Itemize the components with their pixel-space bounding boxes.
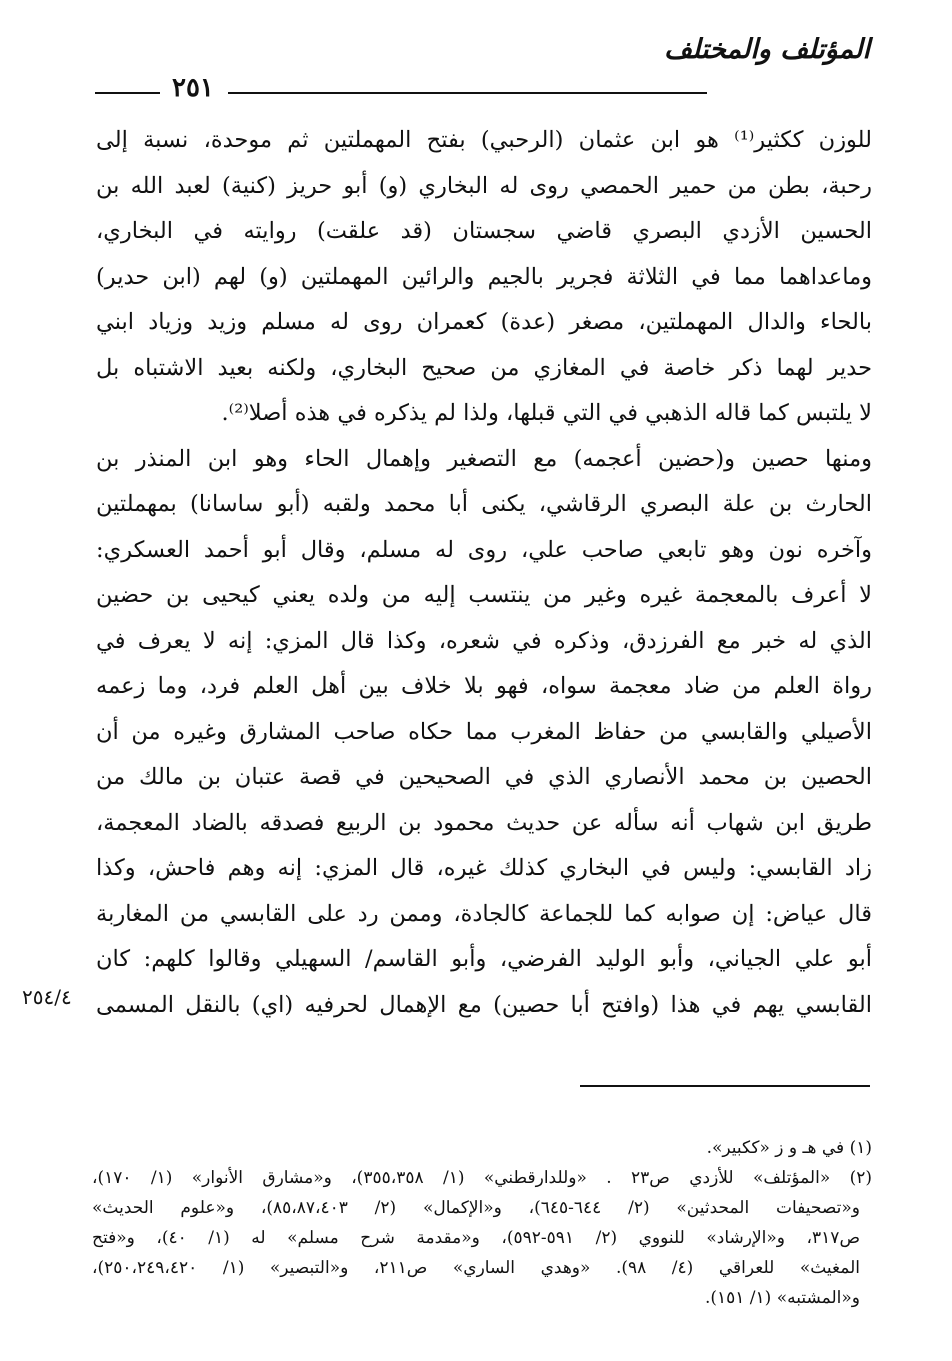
footnote-line: ص٣١٧، و«الإرشاد» للنووي (٢/ ٥٩١-٥٩٢)، و«مقدمة شرح مسلم» له (١/ ٤٠)، و«فتح xyxy=(92,1228,860,1248)
text-line: ومنها حصين و(حضين أعجمه) مع التصغير وإهمال الحاء وهو ابن المنذر بن xyxy=(96,445,872,472)
text-line: زاد القابسي: وليس في البخاري كذلك غيره، قال المزي: إنه وهم فاحش، وكذا xyxy=(96,855,872,881)
text-line: الذي له خبر مع الفرزدق، وذكره في شعره، وكذا قال المزي: إنه لا يعرف في xyxy=(96,627,872,654)
text-line: الأصيلي والقابسي من حفاظ المغرب مما حكاه صاحب المشارق وغيره من أن xyxy=(96,718,872,745)
footnote-line: (٢) «المؤتلف» للأزدي ص٢٣ . «وللدارقطني» (١/ ٣٥٥،٣٥٨)، و«مشارق الأنوار» (١/ ١٧٠)، xyxy=(92,1168,872,1188)
text-line: لا يلتبس كما قاله الذهبي في التي قبلها، ولذا لم يذكره في هذه أصلا⁽²⁾. xyxy=(221,400,872,426)
running-title: المؤتلف والمختلف xyxy=(664,34,870,65)
margin-page-reference: ٢٥٤/٤ xyxy=(22,985,72,1009)
text-line: طريق ابن شهاب أنه سأله عن حديث محمود بن الربيع فصدقه بالضاد المعجمة، xyxy=(96,809,872,836)
footnote-line: و«المشتبه» (١/ ١٥١). xyxy=(704,1288,860,1308)
text-line: القابسي يهم في هذا (وافتح أبا حصين) مع الإهمال لحرفيه (اي) بالنقل المسمى xyxy=(96,991,872,1018)
text-line: الحسين الأزدي البصري قاضي سجستان (قد علقت) روايته في البخاري، xyxy=(96,218,872,244)
footnote-line: (١) في هـ و ز «ككبير». xyxy=(706,1138,872,1158)
text-line: رواة العلم من ضاد معجمة سواه، فهو بلا خلاف بين أهل العلم فرد، وما زعمه xyxy=(96,673,872,699)
header-rule-right xyxy=(228,92,707,94)
text-line: الحارث بن علة البصري الرقاشي، يكنى أبا محمد ولقبه (أبو ساسانا) بمهملتين xyxy=(96,491,872,517)
text-line: حدير لهما ذكر خاصة في المغازي من صحيح البخاري، ولكنه بعيد الاشتباه بل xyxy=(96,354,872,381)
text-line: للوزن ككثير⁽¹⁾ هو ابن عثمان (الرحبي) بفتح المهملتين ثم موحدة، نسبة إلى xyxy=(96,127,872,153)
text-line: الحصين بن محمد الأنصاري الذي في الصحيحين في قصة عتبان بن مالك من xyxy=(96,764,872,790)
footnote-line: و«تصحيفات المحدثين» (٢/ ٦٤٤-٦٤٥)، و«الإكمال» (٢/ ٨٥،٨٧،٤٠٣)، و«علوم الحديث» xyxy=(92,1198,860,1218)
text-line: أبو علي الجياني، وأبو الوليد الفرضي، وأبو القاسم/ السهيلي وقالوا كلهم: كان xyxy=(96,946,872,972)
text-line: قال عياض: إن صوابه كما للجماعة كالجادة، وممن رد على القابسي من المغاربة xyxy=(96,900,872,927)
footnotes xyxy=(92,1133,872,1313)
text-line: بالحاء والدال المهملتين، مصغر (عدة) كعمران روى له مسلم وزيد وزياد ابني xyxy=(96,309,872,335)
footnote-line: المغيث» للعراقي (٤/ ٩٨). «وهدي الساري» ص٢١١، و«التبصير» (١/ ٢٥٠،٢٤٩،٤٢٠)، xyxy=(92,1258,860,1278)
page-number: ٢٥١ xyxy=(172,73,214,103)
main-text xyxy=(96,118,872,1028)
text-line: وآخره نون وهو تابعي صاحب علي، روى له مسلم، وقال أبو أحمد العسكري: xyxy=(96,536,872,563)
text-line: لا أعرف بالمعجمة غيره وغير من ينتسب إليه من ولده يعني كيحيى بن حضين xyxy=(96,582,872,608)
text-line: وماعداهما مما في الثلاثة فجرير بالجيم والرائين المهملتين (و) لهم (ابن حدير) xyxy=(96,263,872,290)
text-line: رحبة، بطن من حمير الحمصي روى له البخاري (و) أبو حريز (كنية) لعبد الله بن xyxy=(96,172,872,199)
footnote-separator xyxy=(580,1085,870,1087)
header-rule-left xyxy=(95,92,160,94)
